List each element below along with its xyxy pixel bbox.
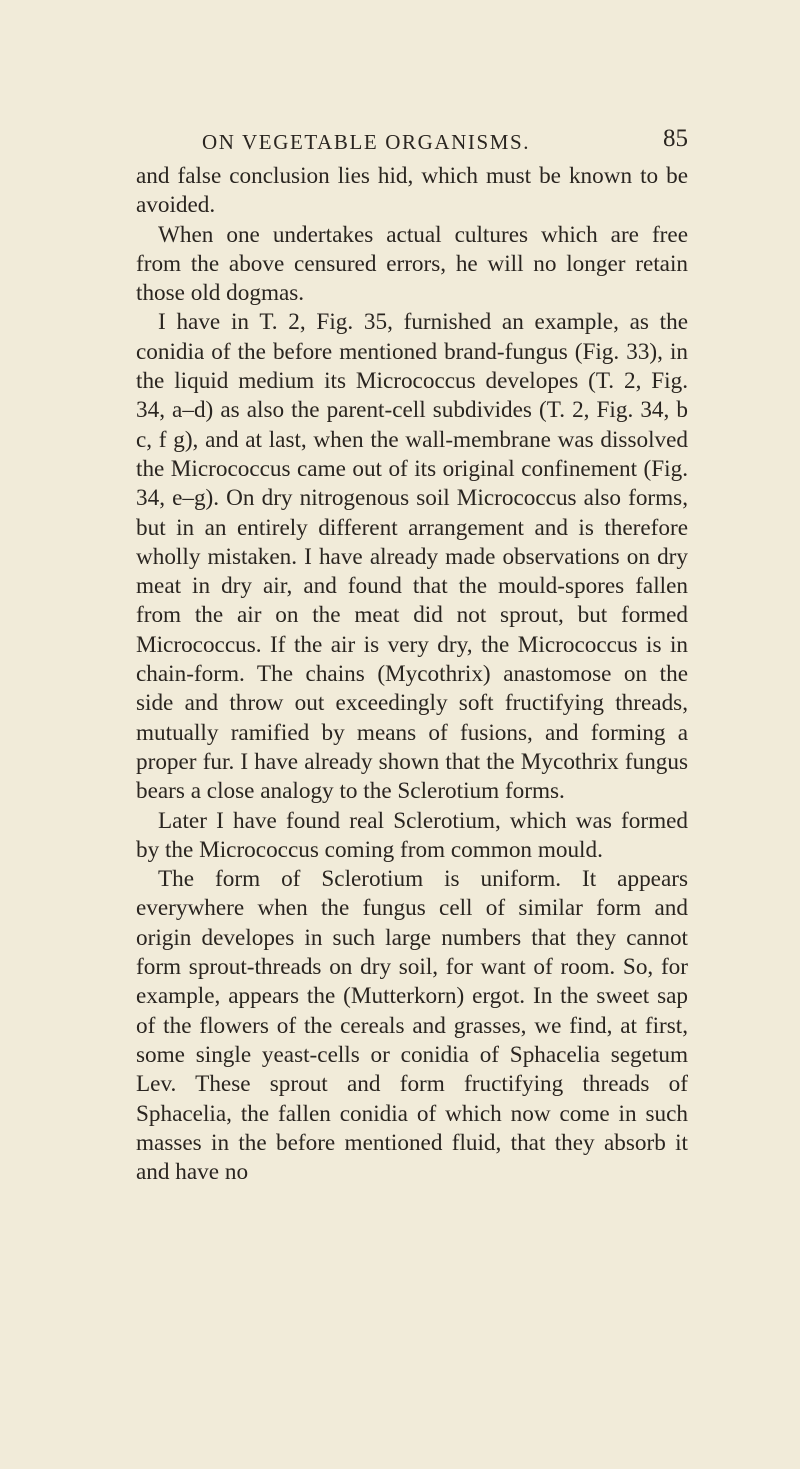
running-head-title: ON VEGETABLE ORGANISMS. — [202, 130, 531, 154]
paragraph-sclerotium-found: Later I have found real Sclerotium, which was formed by the Micrococcus coming from common mould. — [136, 807, 688, 863]
body-text — [136, 162, 688, 1187]
paragraph-cultures: When one undertakes actual cultures which are free from the above censured errors, he will no longer retain those old dogmas. — [136, 221, 688, 307]
paragraph-micrococcus: I have in T. 2, Fig. 35, furnished an example, as the conidia of the before mentioned brand-fungus (Fig. 33), in the liquid medium its Micrococcus developes (T. 2, Fig. 34, a–d) as also the parent-cell subdivides (T. 2, Fig. 34, b c, f g), and at last, when the wall-membrane was dissolved the Micrococcus came out of its original confinement (Fig. 34, e–g). On dry nitrogenous soil Micrococcus also forms, but in an entirely different arrangement and is therefore wholly mistaken. I have already made observations on dry meat in dry air, and found that the mould-spores fallen from the air on the meat did not sprout, but formed Micrococcus. If the air is very dry, the Micrococcus is in chain-form. The chains (Mycothrix) anastomose on the side and throw out exceedingly soft fructifying threads, mutually ramified by means of fusions, and forming a proper fur. I have already shown that the Mycothrix fungus bears a close analogy to the Sclerotium forms. — [136, 309, 688, 805]
paragraph-sclerotium-form: The form of Sclerotium is uniform. It appears everywhere when the fungus cell of similar form and origin developes in such large numbers that they cannot form sprout-threads on dry soil, for want of room. So, for example, appears the (Mutterkorn) ergot. In the sweet sap of the flowers of the cereals and grasses, we find, at first, some single yeast-cells or conidia of Sphacelia segetum Lev. These sprout and form fructifying threads of Sphacelia, the fallen conidia of which now come in such masses in the before mentioned fluid, that they absorb it and have no — [136, 866, 688, 1186]
paragraph-continuation: and false conclusion lies hid, which must be known to be avoided. — [136, 163, 688, 219]
page-number: 85 — [663, 125, 688, 152]
running-head — [202, 125, 688, 160]
